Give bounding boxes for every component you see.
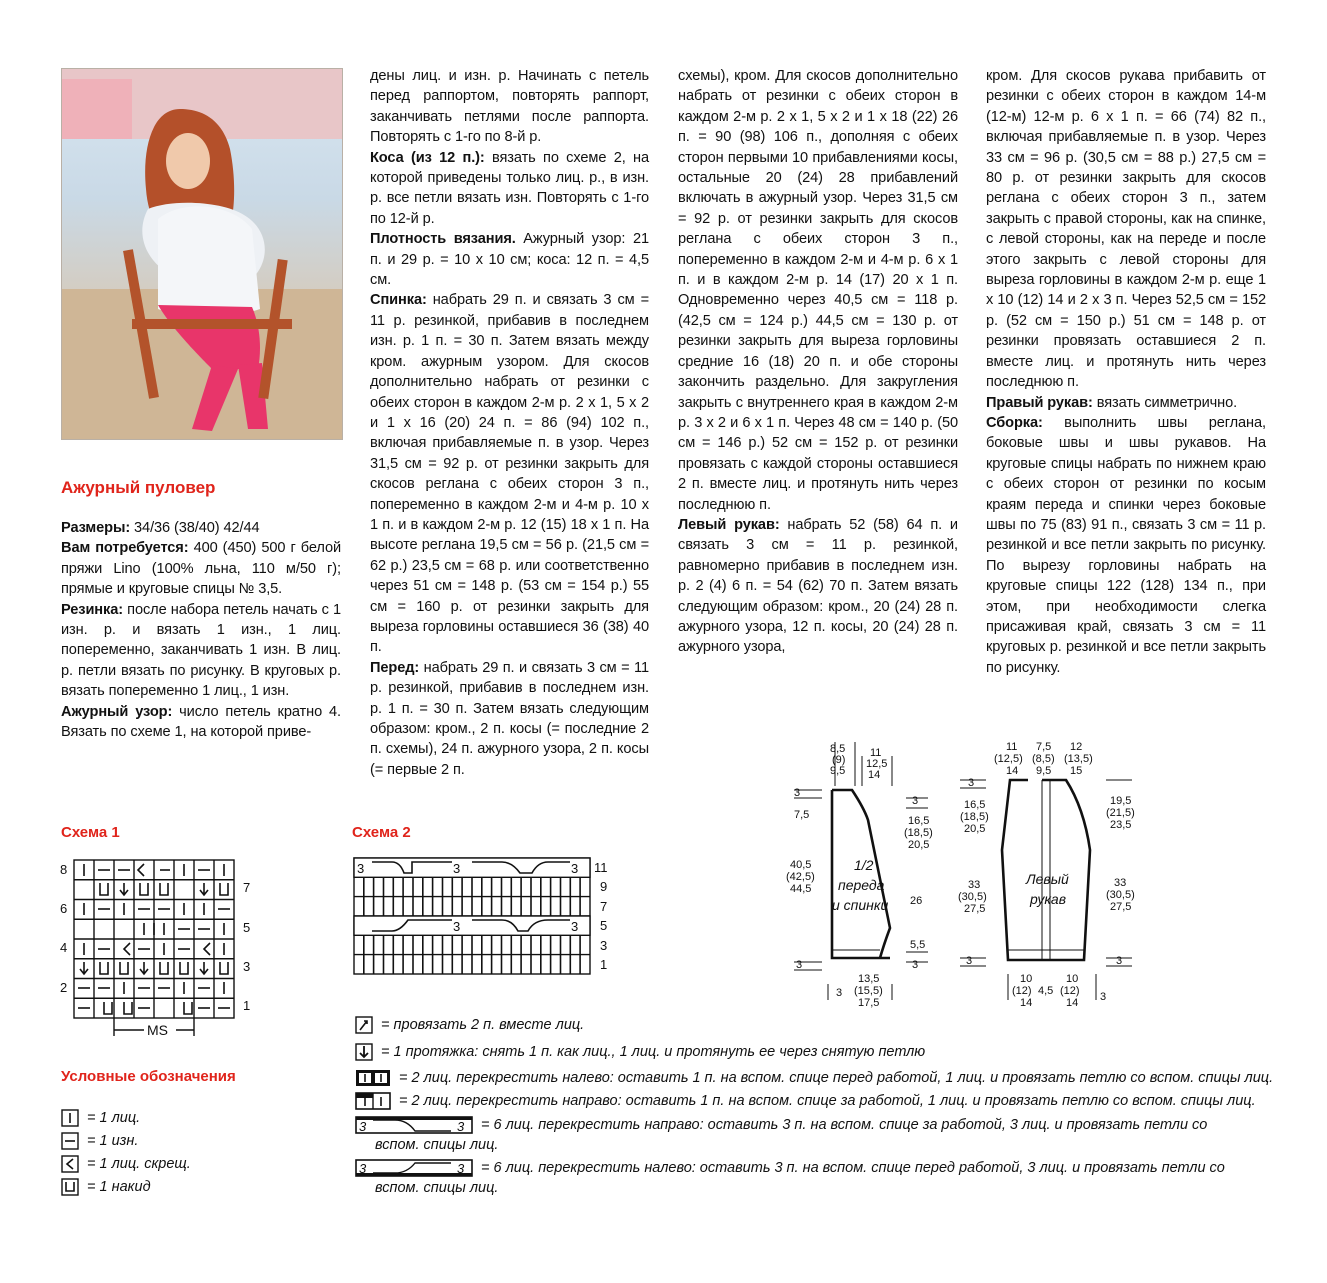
row-label: 6 [60,901,68,916]
paragraph: Сборка: выполнить швы реглана, боковые швы и швы рукавов. На круговые спицы набрать по нижнем краю с обеих сторон от резинки по косым краям переда и спинки через боковые швы по 75 (83) 91 п., связать 3 см = 11 р. резинкой и все петли закрыть по рисунку. По вырезу горловины набрать на круговые спицы 122 (128) 134 п., при этом, при необходимости слегка присаживая край, связать 3 см = 11 круговых р. резинкой и все петли закрыть по рисунку. [986,414,1266,676]
sleeve-label: Левый [1026,871,1069,887]
svg-text:3: 3 [359,1161,367,1177]
body-piece [832,790,890,958]
paragraph: Спинка: набрать 29 п. и связать 3 см = 11 р. резинкой, прибавив в последнем изн. р. 1 п. = 30 п. Затем вязать между кром. ажурным узором. Для скосов дополнительно набрать от резинки с обеих сторон в каждом 2-м р. 2 х 1, 5 х 2 и 1 х 16 (20) 24 п. = 86 (94) 102 п., включая прибавляемые п. в узор. Через 31,5 см = 92 р. от резинки закрыть для скосов реглана с обеих сторон 3 п., попеременно в каждом 2-м и 4-м р. 10 х 1 п. и в каждом 2-м р. 12 (15) 18 х 1 п. На высоте реглана 19,5 см = 56 р. (21,5 см = 62 р.) 23,5 см = 68 р. или соответственно через 51 см = 148 р. (53 см = 154 р.) 55 см = 160 р. от резинки закрыть для выреза горловины оставшиеся 36 (38) 40 п. [370,292,649,656]
dim-label: 44,5 [790,883,812,895]
dim-label: (8,5) [1032,753,1055,765]
dim-label: (21,5) [1106,807,1135,819]
model-photo [61,68,343,440]
dim-label: (9) [832,754,846,766]
dim-label: 14 [1020,997,1033,1009]
cross-right-2-icon [355,1092,391,1110]
sleeve-piece [1002,780,1090,960]
row-label: 9 [600,879,608,894]
article-title: Ажурный пуловер [61,478,216,497]
dim-label: 4,5 [1038,985,1054,997]
k2tog-symbol-icon [355,1016,373,1034]
legend-item: = 1 накид [61,1177,151,1197]
paragraph: Плотность вязания. Ажурный узор: 21 п. и 29 р. = 10 х 10 см; коса: 12 п. = 4,5 см. [370,231,649,289]
dim-label: 12 [1070,741,1083,753]
body-label: переда [838,877,885,893]
dim-label: 15 [1070,765,1083,777]
dim-label: (12) [1060,985,1080,997]
row-label: 1 [243,998,251,1013]
paragraph: дены лиц. и изн. р. Начинать с петель перед раппортом, повторять раппорт, заканчивать петлями после раппорта. Повторять с 1-го по 8-й р. [370,68,649,146]
scheme2-chart [352,854,622,979]
row-label: 3 [600,938,608,953]
yarn-over-symbol-icon [61,1178,79,1196]
svg-text:3: 3 [457,1161,465,1177]
body-label: 1/2 [854,857,874,873]
body-label: и спинки [832,897,889,913]
knit-symbol-icon [61,1109,79,1127]
paragraph: Размеры: 34/36 (38/40) 42/44 [61,520,260,536]
skpo-symbol-icon [355,1043,373,1061]
row-label: 3 [243,959,251,974]
text-column-2 [370,66,649,780]
dim-label: 40,5 [790,859,812,871]
dim-label: 3 [1116,955,1123,967]
dim-label: 10 [1066,973,1079,985]
paragraph: Вам потребуется: 400 (450) 500 г белой пряжи Lino (100% льна, 110 м/50 г); прямые и круговые спицы № 3,5. [61,540,342,598]
dim-label: 8,5 [830,743,846,755]
row-label: 5 [600,918,608,933]
dim-label: 9,5 [1036,765,1052,777]
dim-label: (18,5) [904,827,933,839]
dim-label: 20,5 [908,839,930,851]
row-label: 8 [60,862,68,877]
legend-item: = 2 лиц. перекрестить направо: оставить 1 п. на вспом. спице за работой, 1 лиц. и провязать петлю со вспом. спицы лиц. [355,1091,1256,1111]
cable-num: 3 [357,861,365,876]
dim-label: (42,5) [786,871,815,883]
dim-label: 3 [1100,991,1107,1003]
dim-label: (15,5) [854,985,883,997]
row-label: 7 [600,899,608,914]
legend-item: = 2 лиц. перекрестить налево: оставить 1 п. на вспом. спице перед работой, 1 лиц. и провязать петлю со вспом. спицы лиц. [355,1068,1273,1088]
row-label: 5 [243,920,251,935]
dim-label: (12,5) [994,753,1023,765]
dim-label: 12,5 [866,758,888,770]
cable-num: 3 [571,861,579,876]
cable-left-6-icon [355,1159,473,1177]
dim-label: 26 [910,895,923,907]
dim-label: 9,5 [830,765,846,777]
dim-label: (30,5) [1106,889,1135,901]
dim-label: (12) [1012,985,1032,997]
dim-label: 33 [968,879,981,891]
dim-label: 33 [1114,877,1127,889]
legend-item: = 1 изн. [61,1131,138,1151]
cable-num: 3 [571,919,579,934]
dim-label: 14 [1006,765,1019,777]
row-label: 2 [60,980,68,995]
dim-label: 14 [868,769,881,781]
scheme1-chart [58,852,268,1042]
dim-label: 13,5 [858,973,880,985]
dim-label: 3 [794,787,801,799]
text-column-1 [61,518,341,742]
model-photo-illustration [62,69,342,439]
row-label: 4 [60,940,68,955]
dim-label: 7,5 [1036,741,1052,753]
purl-symbol-icon [61,1132,79,1150]
dim-label: 3 [912,959,919,971]
garment-schematic [780,738,1150,1018]
legend-continuation: вспом. спицы лиц. [375,1137,499,1153]
scheme2-heading: Схема 2 [352,824,411,841]
dim-label: 3 [912,795,919,807]
dim-label: (18,5) [960,811,989,823]
dim-label: 5,5 [910,939,926,951]
legend-item: = 1 лиц. скрещ. [61,1154,191,1174]
dim-label: 23,5 [1110,819,1132,831]
cable-num: 3 [453,919,461,934]
dim-label: 3 [796,959,803,971]
legend-item: 3 3 = 6 лиц. перекрестить налево: оставить 3 п. на вспом. спице перед работой, 3 лиц. и провязать петли со вспом. спицы лиц. [355,1158,1225,1198]
legend-item: = 1 протяжка: снять 1 п. как лиц., 1 лиц. и протянуть ее через снятую петлю [355,1042,925,1062]
dim-label: 3 [968,777,975,789]
dim-label: 3 [966,955,973,967]
cable-num: 3 [453,861,461,876]
paragraph: Левый рукав: набрать 52 (58) 64 п. и связать 3 см = 11 р. резинкой, равномерно прибавив в последнем изн. р. 2 (4) 6 п. = 54 (62) 70 п. Затем вязать следующим образом: кром., 20 (24) 28 п. ажурного узора, 12 п. косы, 20 (24) 28 п. ажурного узора, [678,516,958,656]
dim-label: 11 [1006,741,1018,753]
cable-right-6-icon [355,1116,473,1134]
dim-label: 10 [1020,973,1033,985]
legend-item: = провязать 2 п. вместе лиц. [355,1015,584,1035]
dim-label: 7,5 [794,809,810,821]
sleeve-label: рукав [1030,891,1067,907]
svg-text:3: 3 [457,1119,465,1135]
row-label: 1 [600,957,608,972]
paragraph: Ажурный узор: число петель кратно 4. Вязать по схеме 1, на которой приве- [61,703,342,741]
text-column-3 [678,66,958,658]
row-label: 11 [594,860,608,875]
paragraph: схемы), кром. Для скосов дополнительно набрать от резинки с обеих сторон в каждом 2-м р. 2 х 1, 5 х 2 и 1 х 18 (22) 26 п. = 90 (98) 106 п., дополняя с обеих сторон первыми 10 прибавлениями косы, остальные 20 (24) 28 прибавлений включать в ажурный узор. Через 31,5 см = 92 р. от резинки закрыть для скосов реглана с обеих сторон 3 п., попеременно в каждом 2-м и 4-м р. 6 х 1 п. и в каждом 2-м р. 14 (17) 20 х 1 п. Одновременно через 40,5 см = 118 р. (42,5 см = 124 р.) 44,5 см = 130 р. от резинки закрыть для выреза горловины средние 16 (18) 20 п. и обе стороны закончить раздельно. Для закругления закрыть с внутреннего края в каждом 2-м р. 3 х 2 и 6 х 1 п. Через 48 см = 140 р. (50 см = 146 р.) 52 см = 152 р. от резинки провязать с каждой стороны оставшиеся 2 п. вместе лиц. и протянуть нить через последнюю п. [678,68,958,513]
row-label: 7 [243,880,251,895]
svg-text:3: 3 [359,1119,367,1135]
paragraph: кром. Для скосов рукава прибавить от резинки с обеих сторон в каждом 14-м (12-м) 12-м р. 6 х 1 п. = 66 (74) 82 п., включая прибавляемые п. в узор. Через 33 см = 96 р. (30,5 см = 88 р.) 27,5 см = 80 р. от резинки закрыть для скосов реглана с обеих сторон 3 п., затем закрыть с правой стороны, как на спинке, с левой стороны, как на переде и после этого закрыть с левой стороны для выреза горловины в каждом 2-м р. еще 1 х 10 (12) 14 и 2 х 3 п. Через 52,5 см = 152 р. (52 см = 150 р.) 51 см = 148 р. от резинки провязать оставшиеся 2 п. вместе лиц. и протянуть нить через последнюю п. [986,68,1266,391]
legend-continuation: вспом. спицы лиц. [375,1180,499,1196]
dim-label: 3 [836,987,843,999]
legend-item: 3 3 = 6 лиц. перекрестить направо: оставить 3 п. на вспом. спице за работой, 3 лиц. и провязать петли со вспом. спицы лиц. [355,1115,1207,1155]
dim-label: 11 [870,747,882,759]
paragraph: Резинка: после набора петель начать с 1 изн. р. и вязать 1 изн., 1 лиц. попеременно, заканчивать 1 изн. В лиц. р. петли вязать по рисунку. В круговых р. вязать попеременно 1 лиц., 1 изн. [61,601,341,700]
symbols-heading: Условные обозначения [61,1068,236,1085]
repeat-label: MS [147,1022,168,1038]
paragraph: Правый рукав: вязать симметрично. [986,394,1238,411]
dim-label: 16,5 [908,815,930,827]
dim-label: 14 [1066,997,1079,1009]
dim-label: 27,5 [964,903,986,915]
dim-label: (13,5) [1064,753,1093,765]
dim-label: 19,5 [1110,795,1132,807]
paragraph: Перед: набрать 29 п. и связать 3 см = 11 р. резинкой, прибавив в последнем изн. р. 1 п. = 30 п. Затем вязать следующим образом: кром., 2 п. косы (= последние 2 п. схемы), 24 п. ажурного узора, 2 п. косы (= первые 2 п. [370,659,649,778]
dim-label: 27,5 [1110,901,1132,913]
dim-label: 17,5 [858,997,880,1009]
paragraph: Коса (из 12 п.): вязать по схеме 2, на которой приведены только лиц. р., в изн. р. все петли вязать изн. Повторять с 1-го по 12-й р. [370,149,649,227]
scheme1-heading: Схема 1 [61,824,120,841]
dim-label: 16,5 [964,799,986,811]
dim-label: 20,5 [964,823,986,835]
text-column-4 [986,66,1266,678]
legend-item: = 1 лиц. [61,1108,140,1128]
dim-label: (30,5) [958,891,987,903]
twisted-knit-symbol-icon [61,1155,79,1173]
cross-left-2-icon [355,1069,391,1087]
